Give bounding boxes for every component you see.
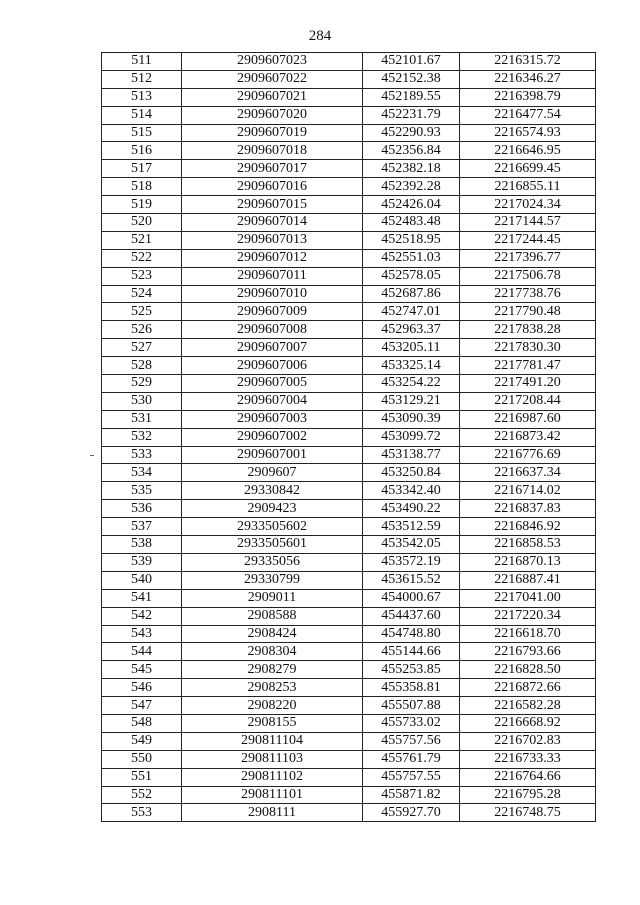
point-id-cell: 2909607022: [182, 70, 363, 88]
point-id-cell: 290811104: [182, 732, 363, 750]
point-id-cell: 2909607020: [182, 106, 363, 124]
table-row: [102, 464, 596, 482]
table-row: [102, 357, 596, 375]
point-id-cell: 2909607003: [182, 410, 363, 428]
x-coordinate-cell: 453615.52: [363, 571, 460, 589]
table-row: [102, 571, 596, 589]
x-coordinate-cell: 453542.05: [363, 536, 460, 554]
row-index-cell: 548: [102, 714, 182, 732]
row-index-cell: 531: [102, 410, 182, 428]
row-index-cell: 516: [102, 142, 182, 160]
table-row: [102, 249, 596, 267]
row-index-cell: 513: [102, 88, 182, 106]
table-row: [102, 446, 596, 464]
row-index-cell: 551: [102, 768, 182, 786]
row-index-cell: 522: [102, 249, 182, 267]
x-coordinate-cell: 454437.60: [363, 607, 460, 625]
x-coordinate-cell: 452290.93: [363, 124, 460, 142]
row-index-cell: 523: [102, 267, 182, 285]
point-id-cell: 2909423: [182, 500, 363, 518]
x-coordinate-cell: 453138.77: [363, 446, 460, 464]
y-coordinate-cell: 2216702.83: [460, 732, 596, 750]
y-coordinate-cell: 2217041.00: [460, 589, 596, 607]
row-index-cell: 545: [102, 661, 182, 679]
x-coordinate-cell: 452189.55: [363, 88, 460, 106]
x-coordinate-cell: 454748.80: [363, 625, 460, 643]
x-coordinate-cell: 453254.22: [363, 375, 460, 393]
y-coordinate-cell: 2216582.28: [460, 697, 596, 715]
y-coordinate-cell: 2217838.28: [460, 321, 596, 339]
y-coordinate-cell: 2216987.60: [460, 410, 596, 428]
point-id-cell: 2933505602: [182, 518, 363, 536]
row-index-cell: 534: [102, 464, 182, 482]
point-id-cell: 2909607008: [182, 321, 363, 339]
table-row: [102, 804, 596, 822]
point-id-cell: 2909607012: [182, 249, 363, 267]
point-id-cell: 2909607002: [182, 428, 363, 446]
row-index-cell: 550: [102, 750, 182, 768]
row-index-cell: 511: [102, 53, 182, 71]
y-coordinate-cell: 2217024.34: [460, 196, 596, 214]
row-index-cell: 533: [102, 446, 182, 464]
y-coordinate-cell: 2217491.20: [460, 375, 596, 393]
point-id-cell: 2909607021: [182, 88, 363, 106]
x-coordinate-cell: 455757.55: [363, 768, 460, 786]
point-id-cell: 2908111: [182, 804, 363, 822]
point-id-cell: 29330842: [182, 482, 363, 500]
table-row: [102, 124, 596, 142]
table-row: [102, 88, 596, 106]
table-row: [102, 518, 596, 536]
table-row: [102, 768, 596, 786]
table-row: [102, 285, 596, 303]
row-index-cell: 520: [102, 214, 182, 232]
x-coordinate-cell: 452101.67: [363, 53, 460, 71]
x-coordinate-cell: 452231.79: [363, 106, 460, 124]
table-row: [102, 553, 596, 571]
y-coordinate-cell: 2216714.02: [460, 482, 596, 500]
x-coordinate-cell: 455253.85: [363, 661, 460, 679]
table-row: [102, 267, 596, 285]
y-coordinate-cell: 2216858.53: [460, 536, 596, 554]
table-row: [102, 160, 596, 178]
y-coordinate-cell: 2217781.47: [460, 357, 596, 375]
row-index-cell: 535: [102, 482, 182, 500]
point-id-cell: 2909011: [182, 589, 363, 607]
x-coordinate-cell: 453342.40: [363, 482, 460, 500]
page-number: 284: [308, 28, 332, 44]
table-row: [102, 536, 596, 554]
x-coordinate-cell: 452687.86: [363, 285, 460, 303]
row-index-cell: 538: [102, 536, 182, 554]
point-id-cell: 2909607005: [182, 375, 363, 393]
y-coordinate-cell: 2216618.70: [460, 625, 596, 643]
table-row: [102, 339, 596, 357]
x-coordinate-cell: 453512.59: [363, 518, 460, 536]
x-coordinate-cell: 453090.39: [363, 410, 460, 428]
x-coordinate-cell: 452747.01: [363, 303, 460, 321]
table-row: [102, 142, 596, 160]
y-coordinate-cell: 2217208.44: [460, 392, 596, 410]
table-row: [102, 589, 596, 607]
table-row: [102, 697, 596, 715]
x-coordinate-cell: 452518.95: [363, 231, 460, 249]
row-index-cell: 528: [102, 357, 182, 375]
row-index-cell: 525: [102, 303, 182, 321]
y-coordinate-cell: 2216870.13: [460, 553, 596, 571]
x-coordinate-cell: 455507.88: [363, 697, 460, 715]
table-row: [102, 392, 596, 410]
x-coordinate-cell: 452152.38: [363, 70, 460, 88]
x-coordinate-cell: 455358.81: [363, 679, 460, 697]
point-id-cell: 290811101: [182, 786, 363, 804]
table-row: [102, 303, 596, 321]
y-coordinate-cell: 2216646.95: [460, 142, 596, 160]
y-coordinate-cell: 2216764.66: [460, 768, 596, 786]
point-id-cell: 2909607009: [182, 303, 363, 321]
x-coordinate-cell: 452356.84: [363, 142, 460, 160]
point-id-cell: 2908155: [182, 714, 363, 732]
x-coordinate-cell: 453099.72: [363, 428, 460, 446]
y-coordinate-cell: 2217506.78: [460, 267, 596, 285]
x-coordinate-cell: 453572.19: [363, 553, 460, 571]
y-coordinate-cell: 2216887.41: [460, 571, 596, 589]
row-index-cell: 527: [102, 339, 182, 357]
y-coordinate-cell: 2217144.57: [460, 214, 596, 232]
y-coordinate-cell: 2217244.45: [460, 231, 596, 249]
row-index-cell: 514: [102, 106, 182, 124]
table-row: [102, 661, 596, 679]
row-index-cell: 536: [102, 500, 182, 518]
point-id-cell: 2933505601: [182, 536, 363, 554]
y-coordinate-cell: 2217396.77: [460, 249, 596, 267]
y-coordinate-cell: 2217220.34: [460, 607, 596, 625]
row-index-cell: 544: [102, 643, 182, 661]
point-id-cell: 2909607018: [182, 142, 363, 160]
y-coordinate-cell: 2216315.72: [460, 53, 596, 71]
point-id-cell: 290811102: [182, 768, 363, 786]
y-coordinate-cell: 2216776.69: [460, 446, 596, 464]
point-id-cell: 2909607004: [182, 392, 363, 410]
table-row: [102, 428, 596, 446]
row-index-cell: 547: [102, 697, 182, 715]
table-row: [102, 625, 596, 643]
row-index-cell: 540: [102, 571, 182, 589]
row-index-cell: 526: [102, 321, 182, 339]
y-coordinate-cell: 2216855.11: [460, 178, 596, 196]
y-coordinate-cell: 2216837.83: [460, 500, 596, 518]
row-index-cell: 541: [102, 589, 182, 607]
x-coordinate-cell: 452551.03: [363, 249, 460, 267]
row-index-cell: 524: [102, 285, 182, 303]
table-row: [102, 70, 596, 88]
row-index-cell: 537: [102, 518, 182, 536]
row-index-cell: 543: [102, 625, 182, 643]
row-index-cell: 529: [102, 375, 182, 393]
y-coordinate-cell: 2216346.27: [460, 70, 596, 88]
table-row: [102, 679, 596, 697]
point-id-cell: 2909607: [182, 464, 363, 482]
x-coordinate-cell: 453490.22: [363, 500, 460, 518]
row-index-cell: 542: [102, 607, 182, 625]
table-row: [102, 106, 596, 124]
y-coordinate-cell: 2216872.66: [460, 679, 596, 697]
point-id-cell: 2909607013: [182, 231, 363, 249]
x-coordinate-cell: 455757.56: [363, 732, 460, 750]
y-coordinate-cell: 2216668.92: [460, 714, 596, 732]
x-coordinate-cell: 455733.02: [363, 714, 460, 732]
point-id-cell: 2909607006: [182, 357, 363, 375]
table-row: [102, 607, 596, 625]
point-id-cell: 2909607010: [182, 285, 363, 303]
point-id-cell: 2909607023: [182, 53, 363, 71]
point-id-cell: 2908253: [182, 679, 363, 697]
table-row: [102, 500, 596, 518]
y-coordinate-cell: 2216477.54: [460, 106, 596, 124]
row-index-cell: 517: [102, 160, 182, 178]
row-index-cell: 552: [102, 786, 182, 804]
x-coordinate-cell: 452963.37: [363, 321, 460, 339]
x-coordinate-cell: 455871.82: [363, 786, 460, 804]
row-index-cell: 518: [102, 178, 182, 196]
point-id-cell: 2909607014: [182, 214, 363, 232]
table-row: [102, 750, 596, 768]
point-id-cell: 2908588: [182, 607, 363, 625]
table-row: [102, 786, 596, 804]
x-coordinate-cell: 453205.11: [363, 339, 460, 357]
y-coordinate-cell: 2216793.66: [460, 643, 596, 661]
table-row: [102, 714, 596, 732]
table-row: [102, 53, 596, 71]
point-id-cell: 2909607016: [182, 178, 363, 196]
y-coordinate-cell: 2216637.34: [460, 464, 596, 482]
row-index-cell: 532: [102, 428, 182, 446]
table-row: [102, 643, 596, 661]
y-coordinate-cell: 2216574.93: [460, 124, 596, 142]
y-coordinate-cell: 2217790.48: [460, 303, 596, 321]
x-coordinate-cell: 453250.84: [363, 464, 460, 482]
row-index-cell: 553: [102, 804, 182, 822]
point-id-cell: 290811103: [182, 750, 363, 768]
x-coordinate-cell: 454000.67: [363, 589, 460, 607]
table-row: [102, 732, 596, 750]
point-id-cell: 29330799: [182, 571, 363, 589]
row-index-cell: 519: [102, 196, 182, 214]
y-coordinate-cell: 2216795.28: [460, 786, 596, 804]
x-coordinate-cell: 452483.48: [363, 214, 460, 232]
x-coordinate-cell: 452382.18: [363, 160, 460, 178]
row-index-cell: 515: [102, 124, 182, 142]
point-id-cell: 2909607019: [182, 124, 363, 142]
point-id-cell: 2908220: [182, 697, 363, 715]
y-coordinate-cell: 2216873.42: [460, 428, 596, 446]
table-row: [102, 482, 596, 500]
table-body: [102, 53, 596, 822]
x-coordinate-cell: 455144.66: [363, 643, 460, 661]
y-coordinate-cell: 2216828.50: [460, 661, 596, 679]
table-row: [102, 178, 596, 196]
table-row: [102, 214, 596, 232]
point-id-cell: 2908279: [182, 661, 363, 679]
point-id-cell: 2909607007: [182, 339, 363, 357]
coordinates-table: [101, 52, 596, 822]
y-coordinate-cell: 2217738.76: [460, 285, 596, 303]
row-index-cell: 549: [102, 732, 182, 750]
table-row: [102, 321, 596, 339]
row-index-cell: 546: [102, 679, 182, 697]
margin-mark: [90, 455, 94, 456]
y-coordinate-cell: 2217830.30: [460, 339, 596, 357]
x-coordinate-cell: 455761.79: [363, 750, 460, 768]
row-index-cell: 512: [102, 70, 182, 88]
table-row: [102, 231, 596, 249]
table-row: [102, 375, 596, 393]
y-coordinate-cell: 2216748.75: [460, 804, 596, 822]
x-coordinate-cell: 452578.05: [363, 267, 460, 285]
x-coordinate-cell: 452392.28: [363, 178, 460, 196]
y-coordinate-cell: 2216699.45: [460, 160, 596, 178]
x-coordinate-cell: 453129.21: [363, 392, 460, 410]
point-id-cell: 2909607017: [182, 160, 363, 178]
y-coordinate-cell: 2216846.92: [460, 518, 596, 536]
x-coordinate-cell: 455927.70: [363, 804, 460, 822]
table-row: [102, 196, 596, 214]
y-coordinate-cell: 2216733.33: [460, 750, 596, 768]
y-coordinate-cell: 2216398.79: [460, 88, 596, 106]
x-coordinate-cell: 453325.14: [363, 357, 460, 375]
row-index-cell: 539: [102, 553, 182, 571]
point-id-cell: 2909607001: [182, 446, 363, 464]
point-id-cell: 29335056: [182, 553, 363, 571]
row-index-cell: 530: [102, 392, 182, 410]
x-coordinate-cell: 452426.04: [363, 196, 460, 214]
point-id-cell: 2908424: [182, 625, 363, 643]
point-id-cell: 2908304: [182, 643, 363, 661]
row-index-cell: 521: [102, 231, 182, 249]
point-id-cell: 2909607015: [182, 196, 363, 214]
table-row: [102, 410, 596, 428]
point-id-cell: 2909607011: [182, 267, 363, 285]
